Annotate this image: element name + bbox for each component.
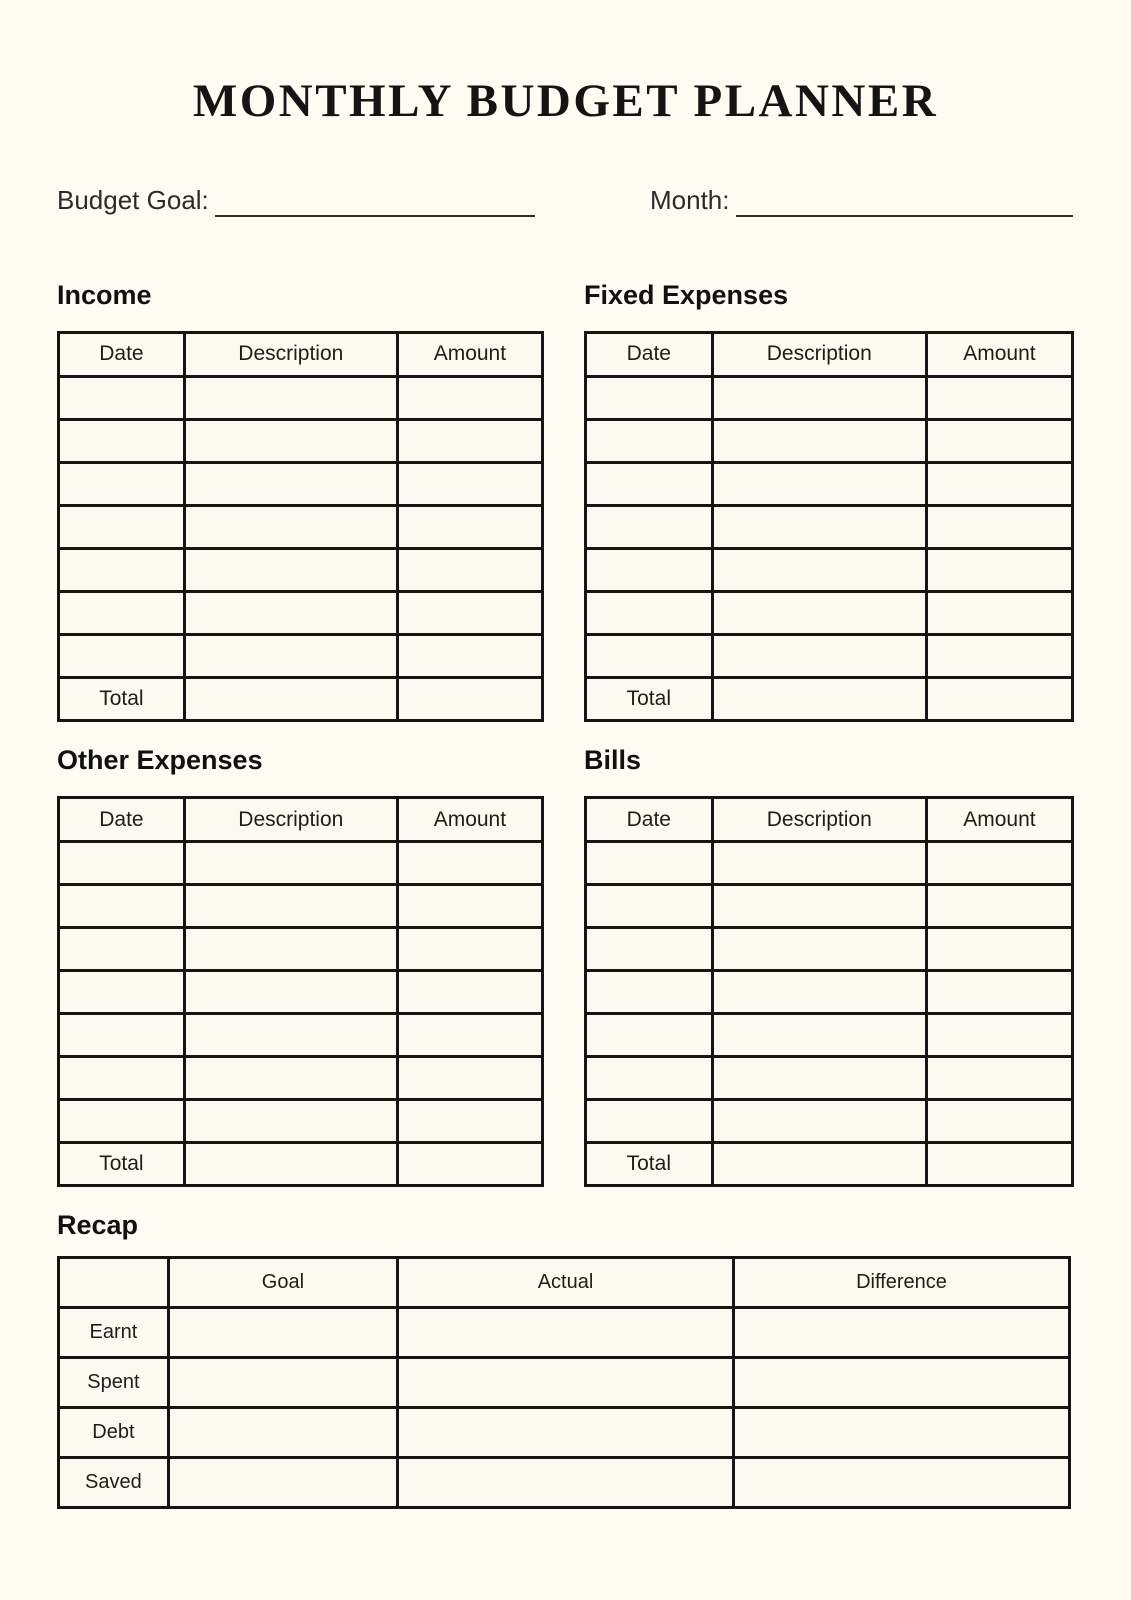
entry-cell[interactable]	[712, 376, 926, 419]
entry-cell[interactable]	[586, 591, 713, 634]
entry-cell[interactable]	[586, 1014, 713, 1057]
table-row	[59, 842, 543, 885]
entry-cell[interactable]	[397, 591, 542, 634]
income-total-label: Total	[59, 677, 185, 720]
entry-cell[interactable]	[59, 419, 185, 462]
table-row	[586, 885, 1073, 928]
table-row	[59, 634, 543, 677]
table-row	[586, 1057, 1073, 1100]
month-input-line[interactable]	[736, 215, 1074, 217]
other-expenses-total-label: Total	[59, 1143, 185, 1186]
table-row	[59, 1100, 543, 1143]
recap-saved-label: Saved	[59, 1457, 169, 1507]
table-row	[59, 462, 543, 505]
entry-cell[interactable]	[397, 885, 542, 928]
recap-saved-goal-cell[interactable]	[168, 1457, 397, 1507]
entry-cell[interactable]	[712, 419, 926, 462]
entry-cell[interactable]	[397, 1100, 542, 1143]
entry-cell[interactable]	[397, 462, 542, 505]
entry-cell[interactable]	[712, 1100, 926, 1143]
income-header-row	[59, 332, 543, 376]
entry-cell[interactable]	[926, 462, 1072, 505]
table-row	[586, 1100, 1073, 1143]
entry-cell[interactable]	[184, 462, 397, 505]
entry-cell[interactable]	[926, 591, 1072, 634]
fixed-expenses-col-date: Date	[586, 332, 713, 376]
fixed-expenses-col-amount: Amount	[926, 332, 1072, 376]
recap-saved-difference-cell[interactable]	[733, 1457, 1069, 1507]
recap-spent-difference-cell[interactable]	[733, 1357, 1069, 1407]
recap-header-row	[59, 1257, 1070, 1307]
section-fixed-expenses	[584, 279, 1074, 722]
entry-cell[interactable]	[59, 376, 185, 419]
entry-cell[interactable]	[926, 1100, 1072, 1143]
entry-cell[interactable]	[184, 548, 397, 591]
fields-row	[57, 184, 1073, 217]
recap-col-goal: Goal	[168, 1257, 397, 1307]
entry-cell[interactable]	[59, 634, 185, 677]
entry-cell[interactable]	[712, 1014, 926, 1057]
recap-earnt-label: Earnt	[59, 1307, 169, 1357]
recap-debt-difference-cell[interactable]	[733, 1407, 1069, 1457]
section-income	[57, 279, 544, 722]
income-total-row	[59, 677, 543, 720]
entry-cell[interactable]	[397, 376, 542, 419]
entry-cell[interactable]	[184, 505, 397, 548]
entry-cell[interactable]	[184, 885, 397, 928]
bills-col-description: Description	[712, 798, 926, 842]
fixed-expenses-table	[584, 331, 1074, 722]
entry-cell[interactable]	[397, 1014, 542, 1057]
income-heading: Income	[57, 279, 152, 310]
bills-total-row	[586, 1143, 1073, 1186]
entry-cell[interactable]	[712, 462, 926, 505]
other-expenses-header-row	[59, 798, 543, 842]
entry-cell[interactable]	[712, 548, 926, 591]
bills-heading: Bills	[584, 744, 642, 775]
entry-cell[interactable]	[712, 971, 926, 1014]
entry-cell[interactable]	[926, 634, 1072, 677]
fixed-expenses-heading: Fixed Expenses	[584, 279, 789, 310]
entry-cell[interactable]	[586, 842, 713, 885]
table-row	[59, 1014, 543, 1057]
table-row	[586, 419, 1073, 462]
recap-col-blank	[59, 1257, 169, 1307]
entry-cell[interactable]	[59, 971, 185, 1014]
entry-cell[interactable]	[184, 842, 397, 885]
entry-cell[interactable]	[586, 462, 713, 505]
budget-goal-input-line[interactable]	[215, 215, 535, 217]
income-table	[57, 331, 544, 722]
recap-col-actual: Actual	[398, 1257, 734, 1307]
entry-cell[interactable]	[586, 971, 713, 1014]
entry-cell[interactable]	[59, 505, 185, 548]
bills-total-description-cell[interactable]	[712, 1143, 926, 1186]
entry-cell[interactable]	[712, 1057, 926, 1100]
fixed-expenses-header-row	[586, 332, 1073, 376]
entry-cell[interactable]	[586, 548, 713, 591]
page-title: MONTHLY BUDGET PLANNER	[192, 75, 939, 127]
section-other-expenses	[57, 744, 544, 1187]
fixed-expenses-total-row	[586, 677, 1073, 720]
entry-cell[interactable]	[59, 1057, 185, 1100]
recap-row-saved	[59, 1457, 1070, 1507]
other-expenses-total-value-cell[interactable]	[397, 1143, 542, 1186]
income-col-date: Date	[59, 332, 185, 376]
table-row	[586, 505, 1073, 548]
entry-cell[interactable]	[926, 548, 1072, 591]
entry-cell[interactable]	[926, 971, 1072, 1014]
entry-cell[interactable]	[59, 842, 185, 885]
bills-col-date: Date	[586, 798, 713, 842]
table-row	[586, 971, 1073, 1014]
entry-cell[interactable]	[712, 634, 926, 677]
table-row	[586, 548, 1073, 591]
entry-cell[interactable]	[586, 885, 713, 928]
bills-total-value-cell[interactable]	[926, 1143, 1072, 1186]
month-label: Month:	[650, 185, 730, 216]
table-row	[586, 376, 1073, 419]
table-row	[59, 971, 543, 1014]
entry-cell[interactable]	[184, 1057, 397, 1100]
entry-cell[interactable]	[586, 376, 713, 419]
entry-cell[interactable]	[712, 505, 926, 548]
entry-cell[interactable]	[59, 885, 185, 928]
recap-spent-label: Spent	[59, 1357, 169, 1407]
month-field	[650, 184, 1073, 217]
table-row	[59, 885, 543, 928]
recap-earnt-goal-cell[interactable]	[168, 1307, 397, 1357]
table-row	[586, 462, 1073, 505]
recap-spent-goal-cell[interactable]	[168, 1357, 397, 1407]
entry-cell[interactable]	[397, 634, 542, 677]
entry-cell[interactable]	[926, 376, 1072, 419]
entry-cell[interactable]	[397, 842, 542, 885]
other-expenses-heading: Other Expenses	[57, 744, 263, 775]
table-row	[59, 505, 543, 548]
recap-earnt-difference-cell[interactable]	[733, 1307, 1069, 1357]
entry-cell[interactable]	[184, 419, 397, 462]
entry-cell[interactable]	[712, 885, 926, 928]
entry-cell[interactable]	[586, 1100, 713, 1143]
other-expenses-total-row	[59, 1143, 543, 1186]
bills-header-row	[586, 798, 1073, 842]
bills-col-amount: Amount	[926, 798, 1072, 842]
budget-goal-label: Budget Goal:	[57, 185, 209, 216]
entry-cell[interactable]	[397, 928, 542, 971]
section-bills	[584, 744, 1074, 1187]
section-recap	[0, 1209, 1131, 1508]
recap-row-debt	[59, 1407, 1070, 1457]
entry-cell[interactable]	[712, 928, 926, 971]
entry-cell[interactable]	[586, 1057, 713, 1100]
other-expenses-col-date: Date	[59, 798, 185, 842]
recap-debt-actual-cell[interactable]	[398, 1407, 734, 1457]
entry-cell[interactable]	[586, 419, 713, 462]
bills-total-label: Total	[586, 1143, 713, 1186]
fixed-expenses-total-label: Total	[586, 677, 713, 720]
other-expenses-table	[57, 796, 544, 1187]
recap-heading: Recap	[57, 1210, 139, 1241]
table-row	[59, 548, 543, 591]
entry-cell[interactable]	[184, 928, 397, 971]
table-row	[586, 591, 1073, 634]
entry-cell[interactable]	[184, 591, 397, 634]
entry-cell[interactable]	[59, 591, 185, 634]
table-row	[586, 1014, 1073, 1057]
entry-cell[interactable]	[712, 842, 926, 885]
entry-cell[interactable]	[712, 591, 926, 634]
entry-cell[interactable]	[397, 505, 542, 548]
entry-cell[interactable]	[926, 842, 1072, 885]
entry-cell[interactable]	[59, 1014, 185, 1057]
entry-cell[interactable]	[59, 1100, 185, 1143]
other-expenses-col-amount: Amount	[397, 798, 542, 842]
table-row	[59, 1057, 543, 1100]
income-total-value-cell[interactable]	[397, 677, 542, 720]
entry-cell[interactable]	[586, 928, 713, 971]
entry-cell[interactable]	[397, 419, 542, 462]
fixed-expenses-col-description: Description	[712, 332, 926, 376]
recap-row-earnt	[59, 1307, 1070, 1357]
entry-cell[interactable]	[184, 376, 397, 419]
entry-cell[interactable]	[926, 1057, 1072, 1100]
entry-cell[interactable]	[586, 505, 713, 548]
entry-cell[interactable]	[59, 548, 185, 591]
fixed-expenses-total-description-cell[interactable]	[712, 677, 926, 720]
recap-debt-goal-cell[interactable]	[168, 1407, 397, 1457]
income-total-description-cell[interactable]	[184, 677, 397, 720]
other-expenses-col-description: Description	[184, 798, 397, 842]
entry-cell[interactable]	[397, 971, 542, 1014]
entry-cell[interactable]	[926, 885, 1072, 928]
recap-earnt-actual-cell[interactable]	[398, 1307, 734, 1357]
entry-cell[interactable]	[397, 1057, 542, 1100]
income-col-amount: Amount	[397, 332, 542, 376]
other-expenses-total-description-cell[interactable]	[184, 1143, 397, 1186]
recap-row-spent	[59, 1357, 1070, 1407]
entry-cell[interactable]	[926, 419, 1072, 462]
entry-cell[interactable]	[59, 462, 185, 505]
table-row	[59, 928, 543, 971]
entry-cell[interactable]	[184, 634, 397, 677]
income-col-description: Description	[184, 332, 397, 376]
recap-debt-label: Debt	[59, 1407, 169, 1457]
table-row	[586, 634, 1073, 677]
entry-cell[interactable]	[926, 1014, 1072, 1057]
bills-table	[584, 796, 1074, 1187]
recap-col-difference: Difference	[733, 1257, 1069, 1307]
recap-table	[57, 1256, 1071, 1509]
entry-cell[interactable]	[59, 928, 185, 971]
table-row	[59, 419, 543, 462]
fixed-expenses-total-value-cell[interactable]	[926, 677, 1072, 720]
entry-cell[interactable]	[184, 1100, 397, 1143]
entry-cell[interactable]	[184, 971, 397, 1014]
table-row	[59, 591, 543, 634]
budget-goal-field	[57, 184, 535, 217]
table-row	[586, 842, 1073, 885]
entry-cell[interactable]	[586, 634, 713, 677]
entry-cell[interactable]	[926, 928, 1072, 971]
table-row	[586, 928, 1073, 971]
entry-cell[interactable]	[184, 1014, 397, 1057]
entry-cell[interactable]	[926, 505, 1072, 548]
table-row	[59, 376, 543, 419]
recap-saved-actual-cell[interactable]	[398, 1457, 734, 1507]
recap-spent-actual-cell[interactable]	[398, 1357, 734, 1407]
entry-cell[interactable]	[397, 548, 542, 591]
entry-tables-grid	[0, 279, 1131, 1188]
